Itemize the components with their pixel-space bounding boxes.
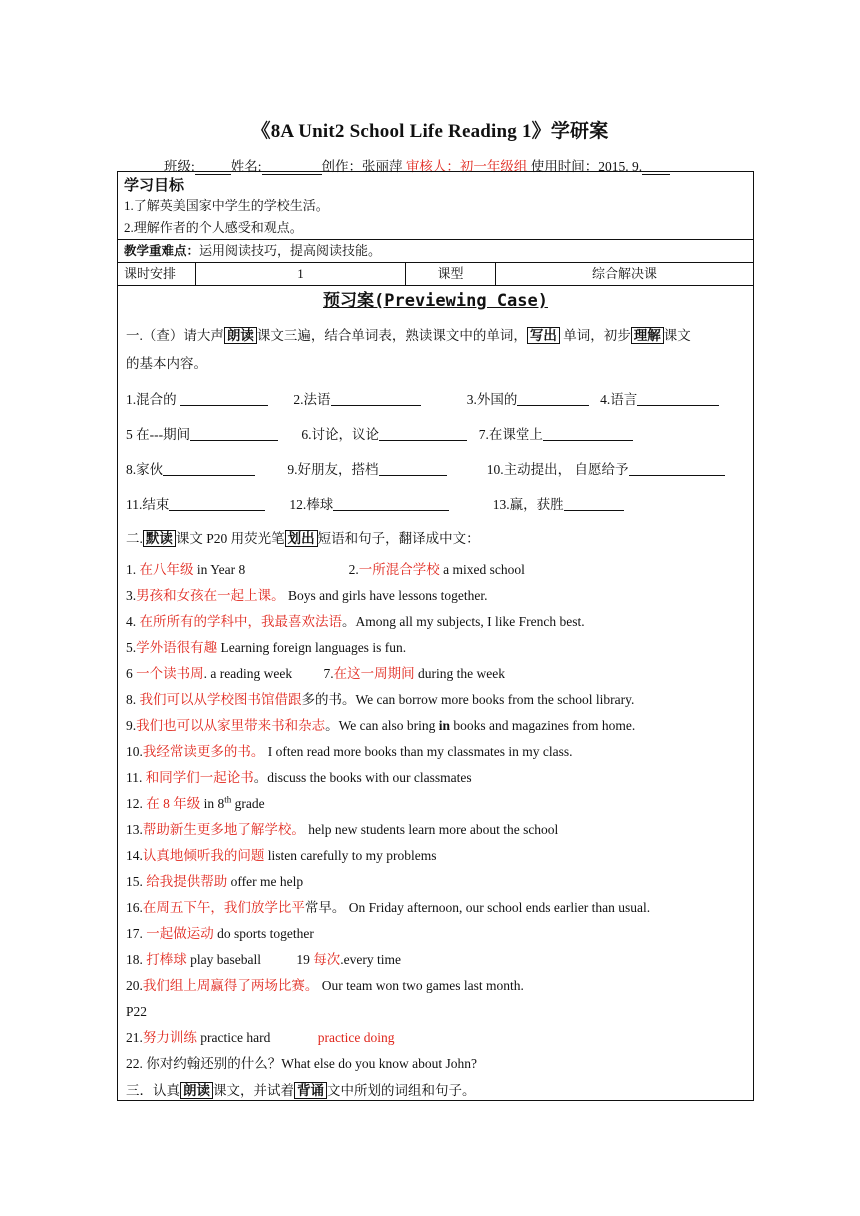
vocab-item: 8.家伙 xyxy=(126,462,164,477)
keyword-box: 理解 xyxy=(631,327,664,344)
phrase-question: 你对约翰还别的什么？What else do you know about John? xyxy=(146,1056,477,1071)
ordinal-suffix: th xyxy=(224,794,232,805)
phrase-chinese: 在八年级 xyxy=(139,562,194,577)
key-points-section xyxy=(118,240,753,263)
type-value: 综合解决课 xyxy=(591,266,657,281)
phrase-chinese: 给我提供帮助 xyxy=(146,874,228,889)
vocab-item: 9.好朋友，搭档 xyxy=(287,462,379,477)
item-number: 8. xyxy=(126,692,137,707)
name-label: 姓名: xyxy=(230,159,262,174)
phrase-english: 。Among all my subjects, I like French best. xyxy=(342,614,585,629)
phrase-item xyxy=(126,765,745,791)
phrase-item xyxy=(126,921,745,947)
answer-blank[interactable] xyxy=(629,461,725,476)
phrase-english: a mixed school xyxy=(443,562,525,577)
answer-blank[interactable] xyxy=(637,391,719,406)
part1-text: 单词，初步 xyxy=(559,328,631,343)
phrase-item xyxy=(126,869,745,895)
phrase-english: do sports together xyxy=(217,926,314,941)
phrase-english: offer me help xyxy=(230,874,304,889)
answer-blank[interactable] xyxy=(169,496,265,511)
phrase-chinese: 打棒球 xyxy=(146,952,187,967)
phrase-item xyxy=(126,635,745,661)
vocab-row xyxy=(126,382,745,417)
part1-line2: 的基本内容。 xyxy=(126,356,207,371)
vocab-item: 12.棒球 xyxy=(289,497,334,512)
vocab-item: 3.外国的 xyxy=(466,392,518,407)
part2-text: 二. xyxy=(126,531,143,546)
class-label: 班级: xyxy=(164,159,195,174)
key-points-text: 运用阅读技巧，提高阅读技能。 xyxy=(199,243,382,258)
vocab-list xyxy=(126,382,745,522)
phrase-chinese: 认真地倾听我的问题 xyxy=(142,848,265,863)
phrase-item xyxy=(126,661,745,687)
item-number: 21. xyxy=(126,1030,143,1045)
item-number: 6 xyxy=(126,666,133,681)
reviewer-text: 审核人：初一年级组 xyxy=(405,159,528,174)
phrase-english: practice hard xyxy=(200,1030,271,1045)
item-number: 7. xyxy=(323,666,334,681)
goal-item: 1.了解英美国家中学生的学校生活。 xyxy=(124,198,329,213)
phrase-chinese: 我们组上周赢得了两场比赛。 xyxy=(142,978,319,993)
item-number: 22. xyxy=(126,1056,143,1071)
phrase-english: 。We can also bring xyxy=(325,718,439,733)
answer-blank[interactable] xyxy=(543,426,633,441)
case-title: 预习案(Previewing Case) xyxy=(323,291,548,311)
phrase-item xyxy=(126,687,745,713)
author-text: 创作：张丽萍 xyxy=(321,159,403,174)
study-sheet xyxy=(117,171,754,1101)
item-number: 20. xyxy=(126,978,143,993)
phrase-item xyxy=(126,739,745,765)
answer-blank[interactable] xyxy=(379,426,467,441)
phrase-chinese: 一所混合学校 xyxy=(358,562,440,577)
goals-section xyxy=(118,172,753,240)
phrase-english: .every time xyxy=(340,952,401,967)
item-number: 3. xyxy=(126,588,137,603)
keyword-box: 朗读 xyxy=(180,1082,213,1099)
phrase-chinese: 帮助新生更多地了解学校。 xyxy=(142,822,305,837)
phrase-english: help new students learn more about the school xyxy=(308,822,559,837)
phrase-english: 常早。 On Friday afternoon, our school ends earlier than usual. xyxy=(304,900,651,915)
phrase-item xyxy=(126,895,745,921)
phrase-item xyxy=(126,1025,745,1051)
phrase-chinese: 和同学们一起论书 xyxy=(145,770,254,785)
phrase-english: I often read more books than my classmates in my class. xyxy=(267,744,573,759)
phrase-item xyxy=(126,557,745,583)
phrase-item xyxy=(126,947,745,973)
phrase-english: listen carefully to my problems xyxy=(267,848,437,863)
phrase-english-bold: in xyxy=(438,718,451,733)
item-number: 2. xyxy=(348,562,359,577)
phrase-english: Boys and girls have lessons together. xyxy=(288,588,488,603)
vocab-row xyxy=(126,417,745,452)
item-number: 19 xyxy=(296,952,310,967)
phrase-chinese: 在所所有的学科中，我最喜欢法语 xyxy=(139,614,342,629)
phrase-chinese: 在周五下午，我们放学比平 xyxy=(142,900,305,915)
item-number: 1. xyxy=(126,562,137,577)
item-number: 13. xyxy=(126,822,143,837)
phrase-item xyxy=(126,713,745,739)
vocab-item: 4.语言 xyxy=(600,392,638,407)
document-title: 《8A Unit2 School Life Reading 1》学研案 xyxy=(251,121,609,142)
part2-instructions xyxy=(126,525,745,553)
goal-item: 2.理解作者的个人感受和观点。 xyxy=(124,220,303,235)
page-reference: P22 xyxy=(126,1004,148,1019)
vocab-item: 7.在课堂上 xyxy=(478,427,543,442)
keyword-box: 默读 xyxy=(143,530,176,547)
phrase-chinese: 我们可以从学校图书馆借跟 xyxy=(139,692,302,707)
keyword-box: 写出 xyxy=(527,327,560,344)
item-number: 11. xyxy=(126,770,143,785)
date-text: 使用时间：2015. 9. xyxy=(530,159,643,174)
schedule-row xyxy=(118,263,753,286)
phrase-item xyxy=(126,1051,745,1077)
vocab-item: 5 在---期间 xyxy=(126,427,191,442)
phrase-chinese: 努力训练 xyxy=(142,1030,197,1045)
goals-heading: 学习目标 xyxy=(124,176,185,194)
phrase-list xyxy=(126,557,745,1077)
vocab-item: 10.主动提出， 自愿给予 xyxy=(486,462,629,477)
schedule-value: 1 xyxy=(196,263,406,285)
item-number: 5. xyxy=(126,640,137,655)
part2-text: 短语和句子，翻译成中文： xyxy=(317,531,480,546)
vocab-row xyxy=(126,487,745,522)
phrase-chinese: 在 8 年级 xyxy=(146,796,201,811)
vocab-item: 2.法语 xyxy=(293,392,331,407)
phrase-english: . a reading week xyxy=(203,666,293,681)
phrase-item xyxy=(126,583,745,609)
phrase-english: Learning foreign languages is fun. xyxy=(220,640,407,655)
answer-blank[interactable] xyxy=(379,461,447,476)
item-number: 14. xyxy=(126,848,143,863)
phrase-chinese: 学外语很有趣 xyxy=(136,640,218,655)
phrase-english: in Year 8 xyxy=(196,562,246,577)
answer-blank[interactable] xyxy=(564,496,624,511)
phrase-english: during the week xyxy=(417,666,505,681)
item-number: 17. xyxy=(126,926,143,941)
phrase-item xyxy=(126,817,745,843)
part1-text: 课文三遍，结合单词表，熟读课文中的单词， xyxy=(256,328,527,343)
item-number: 9. xyxy=(126,718,137,733)
item-number: 16. xyxy=(126,900,143,915)
part1-text: 课文 xyxy=(663,328,691,343)
keyword-box: 划出 xyxy=(285,530,318,547)
phrase-english: grade xyxy=(231,796,265,811)
type-label: 课型 xyxy=(406,263,496,285)
answer-blank[interactable] xyxy=(517,391,589,406)
phrase-english: Our team won two games last month. xyxy=(321,978,524,993)
vocab-item: 6.讨论，议论 xyxy=(301,427,379,442)
item-number: 12. xyxy=(126,796,143,811)
previewing-section xyxy=(118,286,753,1100)
answer-blank[interactable] xyxy=(163,461,255,476)
key-points-label: 教学重难点： xyxy=(124,243,200,258)
phrase-item xyxy=(126,609,745,635)
part3-text: 课文，并试着 xyxy=(213,1083,294,1098)
phrase-chinese: 一个读书周 xyxy=(136,666,204,681)
phrase-extra: practice doing xyxy=(317,1030,395,1045)
phrase-chinese: 男孩和女孩在一起上课。 xyxy=(136,588,285,603)
vocab-row xyxy=(126,452,745,487)
item-number: 4. xyxy=(126,614,137,629)
part3-text: 三．认真 xyxy=(126,1083,180,1098)
phrase-english: 。discuss the books with our classmates xyxy=(253,770,472,785)
answer-blank[interactable] xyxy=(333,496,449,511)
phrase-chinese: 我们也可以从家里带来书和杂志 xyxy=(136,718,326,733)
answer-blank[interactable] xyxy=(190,426,278,441)
keyword-box: 背诵 xyxy=(294,1082,327,1099)
vocab-item: 11.结束 xyxy=(126,497,170,512)
vocab-item: 1.混合的 xyxy=(126,392,177,407)
phrase-english: play baseball xyxy=(190,952,261,967)
schedule-label: 课时安排 xyxy=(118,263,196,285)
phrase-chinese: 我经常读更多的书。 xyxy=(142,744,265,759)
phrase-item xyxy=(126,843,745,869)
part1-instructions xyxy=(126,322,745,350)
phrase-english: in 8 xyxy=(203,796,225,811)
phrase-item xyxy=(126,791,745,817)
phrase-english: books and magazines from home. xyxy=(450,718,636,733)
answer-blank[interactable] xyxy=(180,391,268,406)
phrase-english: 多的书。We can borrow more books from the school library. xyxy=(301,692,635,707)
phrase-chinese: 一起做运动 xyxy=(146,926,214,941)
keyword-box: 朗读 xyxy=(224,327,257,344)
part1-text: 一.（查）请大声 xyxy=(126,328,224,343)
phrase-chinese: 在这一周期间 xyxy=(333,666,415,681)
item-number: 18. xyxy=(126,952,143,967)
part3-text: 文中所划的词组和句子。 xyxy=(327,1083,476,1098)
answer-blank[interactable] xyxy=(331,391,421,406)
phrase-item xyxy=(126,973,745,999)
part3-instructions xyxy=(126,1077,745,1105)
phrase-chinese: 每次 xyxy=(313,952,341,967)
part2-text: 课文 P20 用荧光笔 xyxy=(175,531,285,546)
vocab-item: 13.赢，获胜 xyxy=(492,497,564,512)
item-number: 10. xyxy=(126,744,143,759)
item-number: 15. xyxy=(126,874,143,889)
